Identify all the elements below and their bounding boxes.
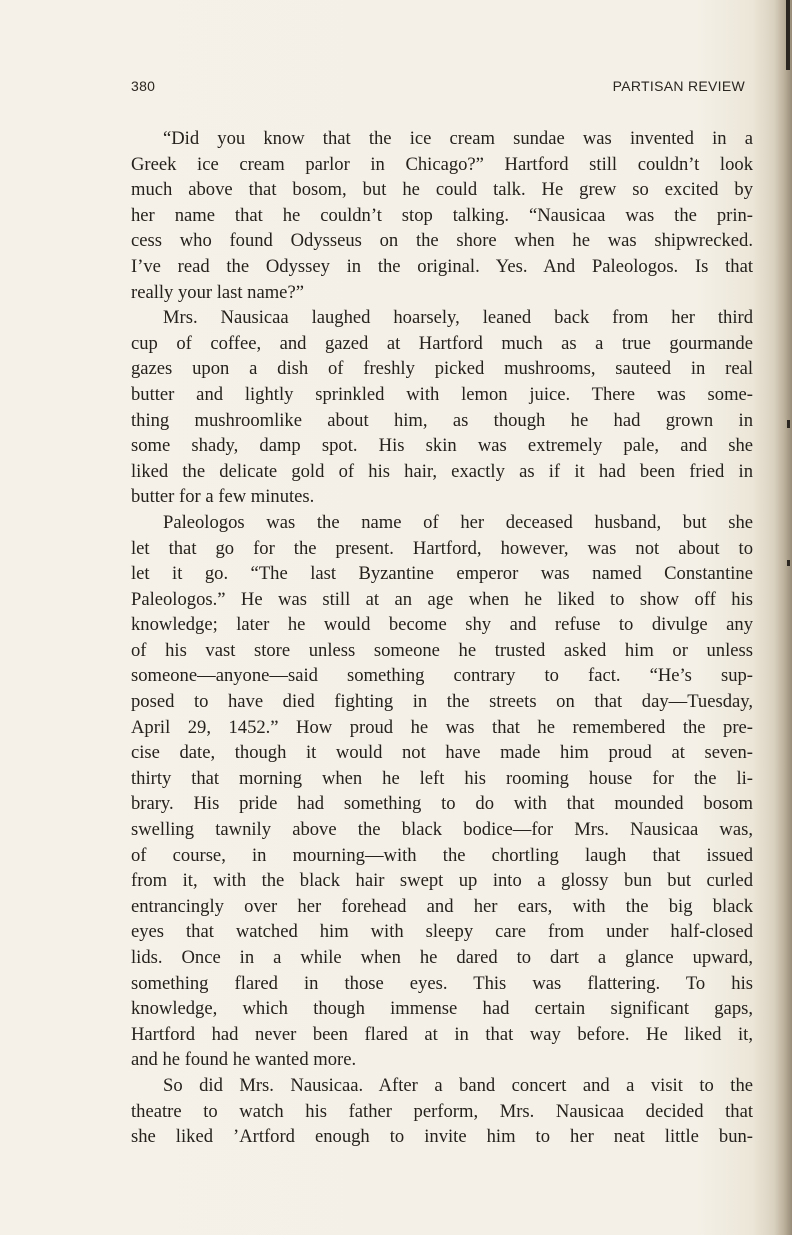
text-line: really your last name?” — [131, 281, 304, 303]
text-line: butter and lightly sprinkled with lemon juice. There was some- — [131, 383, 753, 405]
text-line: of course, in mourning—with the chortling laugh that issued — [131, 844, 753, 866]
text-line: entrancingly over her forehead and her ears, with the big black — [131, 895, 753, 917]
text-line: I’ve read the Odyssey in the original. Yes. And Paleologos. Is that — [131, 255, 753, 277]
text-line: Mrs. Nausicaa laughed hoarsely, leaned back from her third — [163, 307, 753, 329]
text-line: liked the delicate gold of his hair, exactly as if it had been fried in — [131, 460, 753, 482]
text-line: knowledge, which though immense had certain significant gaps, — [131, 998, 753, 1020]
book-spine-shadow — [774, 0, 792, 1235]
text-line: eyes that watched him with sleepy care from under half-closed — [131, 921, 753, 943]
text-line: cise date, though it would not have made him proud at seven- — [131, 742, 753, 764]
text-line: butter for a few minutes. — [131, 486, 315, 508]
text-line: cup of coffee, and gazed at Hartford much as a true gourmande — [131, 332, 753, 354]
text-line: she liked ’Artford enough to invite him to her neat little bun- — [131, 1126, 753, 1148]
text-line: brary. His pride had something to do with that mounded bosom — [131, 793, 753, 815]
text-line: Paleologos.” He was still at an age when he liked to show off his — [131, 588, 753, 610]
text-line: Paleologos was the name of her deceased husband, but she — [163, 511, 753, 533]
text-line: April 29, 1452.” How proud he was that he remembered the pre- — [131, 716, 753, 738]
text-line: some shady, damp spot. His skin was extremely pale, and she — [131, 435, 753, 457]
text-line: “Did you know that the ice cream sundae was invented in a — [163, 128, 753, 149]
text-line: of his vast store unless someone he trusted asked him or unless — [131, 639, 753, 661]
text-line: swelling tawnily above the black bodice—for Mrs. Nausicaa was, — [131, 819, 753, 841]
text-line: cess who found Odysseus on the shore when he was shipwrecked. — [131, 230, 753, 252]
text-line: knowledge; later he would become shy and refuse to divulge any — [131, 614, 753, 636]
text-line: and he found he wanted more. — [131, 1049, 357, 1071]
text-line: gazes upon a dish of freshly picked mushrooms, sauteed in real — [131, 358, 753, 380]
text-line: posed to have died fighting in the streets on that day—Tuesday, — [131, 691, 753, 713]
running-head: PARTISAN REVIEW — [612, 78, 745, 94]
text-line: something flared in those eyes. This was flattering. To his — [131, 972, 753, 994]
text-line: Greek ice cream parlor in Chicago?” Hartford still couldn’t look — [131, 153, 753, 175]
text-line: So did Mrs. Nausicaa. After a band concert and a visit to the — [163, 1074, 753, 1096]
text-line: theatre to watch his father perform, Mrs. Nausicaa decided that — [131, 1100, 753, 1122]
text-line: let it go. “The last Byzantine emperor was named Constantine — [131, 563, 753, 585]
text-line: thing mushroomlike about him, as though he had grown in — [131, 409, 753, 431]
text-line: let that go for the present. Hartford, however, was not about to — [131, 537, 753, 559]
spine-ink-mark — [787, 560, 790, 566]
text-line: much above that bosom, but he could talk. He grew so excited by — [131, 179, 753, 201]
body-text — [131, 126, 753, 1150]
spine-ink-mark — [787, 420, 790, 428]
page-number: 380 — [131, 78, 156, 94]
text-line: thirty that morning when he left his rooming house for the li- — [131, 767, 753, 789]
text-line: her name that he couldn’t stop talking. “Nausicaa was the prin- — [131, 204, 753, 226]
spine-ink-mark — [786, 0, 790, 70]
text-line: from it, with the black hair swept up into a glossy bun but curled — [131, 870, 753, 892]
page-header — [131, 78, 745, 98]
text-line: Hartford had never been flared at in that way before. He liked it, — [131, 1023, 753, 1045]
text-line: someone—anyone—said something contrary to fact. “He’s sup- — [131, 665, 753, 687]
text-line: lids. Once in a while when he dared to dart a glance upward, — [131, 947, 753, 968]
